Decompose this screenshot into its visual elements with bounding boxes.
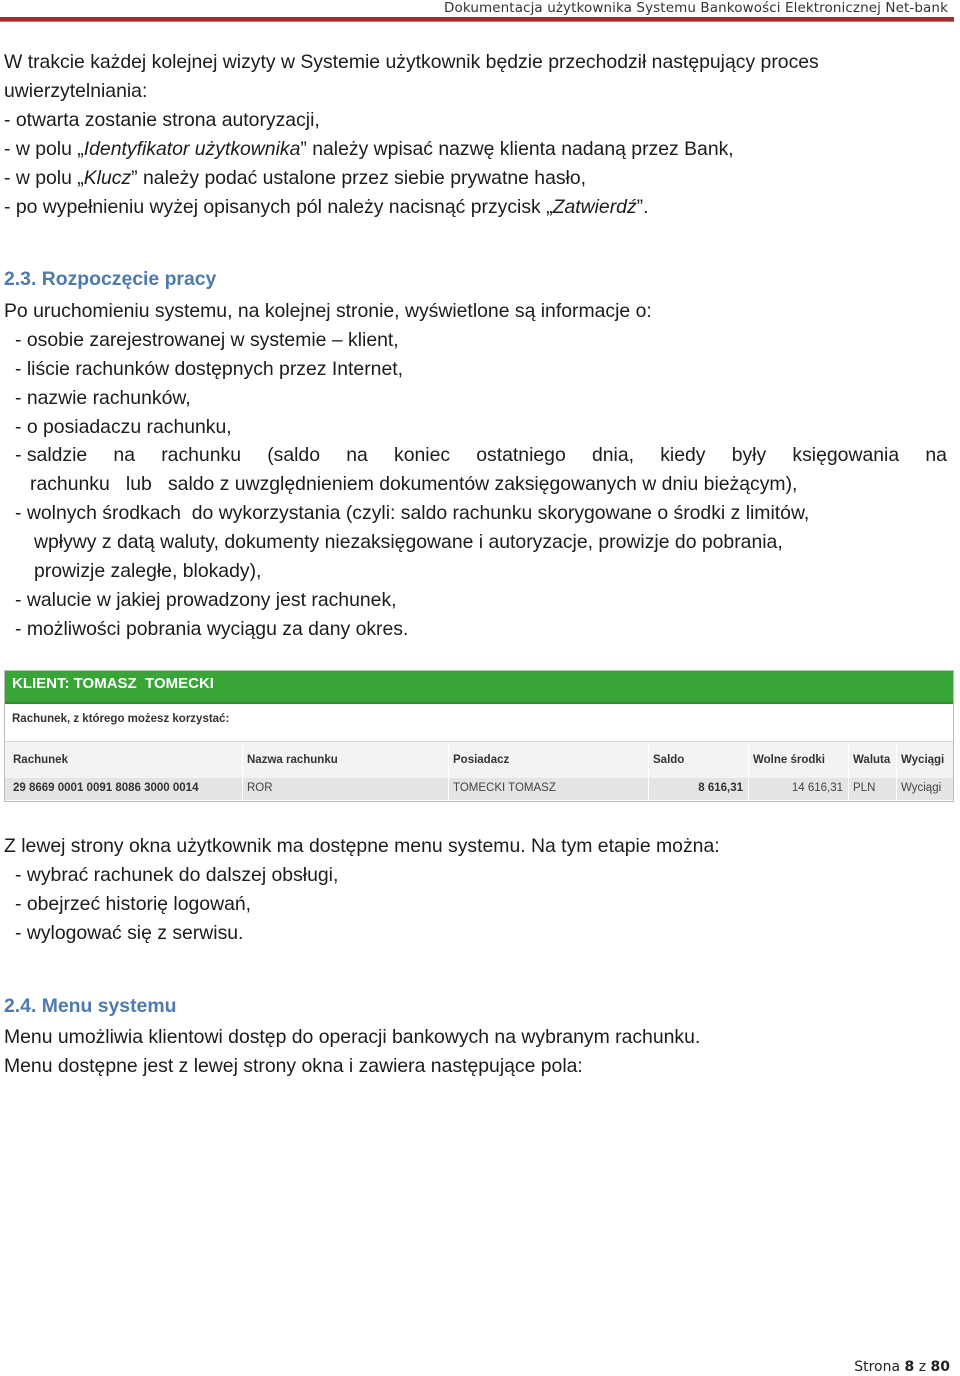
document-title: Dokumentacja użytkownika Systemu Bankowości Elektronicznej Net-bank [443, 0, 948, 16]
section-2-4-line-2: Menu dostępne jest z lewej strony okna i zawiera następujące pola: [4, 1055, 583, 1077]
word: księgowania [792, 444, 900, 466]
list-item: - liście rachunków dostępnych przez Internet, [15, 358, 404, 380]
section-2-3-lead: Po uruchomieniu systemu, na kolejnej stronie, wyświetlone są informacje o: [4, 300, 652, 322]
column-header: Posiadacz [453, 754, 510, 766]
word: na [113, 444, 135, 466]
word: na [346, 444, 368, 466]
list-item: - walucie w jakiej prowadzony jest rachunek, [15, 589, 397, 611]
account-wolne-srodki: 14 616,31 [791, 782, 843, 794]
client-bar [5, 671, 953, 704]
page-number [854, 1359, 950, 1375]
divider [748, 778, 749, 800]
list-item-wolne-cont: prowizje zaległe, blokady), [34, 560, 262, 582]
column-header: Wyciągi [901, 754, 945, 766]
word: koniec [394, 444, 451, 466]
column-header: Wolne środki [753, 754, 825, 766]
divider [848, 778, 849, 800]
table-row[interactable] [5, 778, 953, 800]
list-item: - obejrzeć historię logowań, [15, 893, 252, 915]
list-item-wolne-cont: wpływy z datą waluty, dokumenty niezaksięgowane i autoryzacje, prowizje do pobrania, [34, 531, 783, 553]
account-name: ROR [247, 782, 273, 794]
total-pages: 80 [930, 1359, 950, 1375]
divider [242, 778, 243, 800]
list-item-saldo [15, 441, 947, 470]
list-item: - możliwości pobrania wyciągu za dany okres. [15, 618, 409, 640]
word: ostatniego [476, 444, 566, 466]
section-heading-2-3: 2.3. Rozpoczęcie pracy [4, 268, 217, 290]
intro-line-4 [4, 135, 734, 164]
divider [448, 778, 449, 800]
section-2-4-line-1: Menu umożliwia klientowi dostęp do operacji bankowych na wybranym rachunku. [4, 1026, 701, 1048]
text: - w polu „ [4, 138, 84, 160]
account-owner: TOMECKI TOMASZ [453, 782, 556, 794]
page-header [0, 0, 960, 18]
client-label: KLIENT: TOMASZ TOMECKI [12, 675, 214, 692]
list-item: - wybrać rachunek do dalszej obsługi, [15, 864, 339, 886]
list-item: - wylogować się z serwisu. [15, 922, 244, 944]
list-item: - osobie zarejestrowanej w systemie – klient, [15, 329, 399, 351]
column-header: Waluta [853, 754, 891, 766]
divider [848, 742, 849, 779]
menu-lead: Z lewej strony okna użytkownik ma dostępne menu systemu. Na tym etapie można: [4, 835, 720, 857]
text: Strona [854, 1359, 905, 1375]
list-item: - nazwie rachunków, [15, 387, 191, 409]
word: były [731, 444, 767, 466]
list-item-saldo-cont: rachunku lub saldo z uwzględnieniem dokumentów zaksięgowanych w dniu bieżącym), [30, 473, 798, 495]
account-currency: PLN [853, 782, 876, 794]
intro-line-3: - otwarta zostanie strona autoryzacji, [4, 109, 320, 131]
word: kiedy [660, 444, 706, 466]
column-header: Nazwa rachunku [247, 754, 338, 766]
word: na [925, 444, 947, 466]
intro-line-6 [4, 193, 649, 222]
account-number[interactable]: 29 8669 0001 0091 8086 3000 0014 [13, 782, 199, 794]
column-header: Saldo [653, 754, 685, 766]
account-saldo: 8 616,31 [698, 782, 743, 794]
button-name-zatwierdz: Zatwierdź [552, 196, 637, 218]
list-item: - o posiadaczu rachunku, [15, 416, 232, 438]
divider [242, 742, 243, 779]
divider [896, 778, 897, 800]
field-name-klucz: Klucz [83, 167, 132, 189]
section-heading-2-4: 2.4. Menu systemu [4, 995, 177, 1017]
column-header: Rachunek [13, 754, 68, 766]
statements-link[interactable]: Wyciągi [901, 782, 942, 794]
divider [648, 742, 649, 779]
header-rule [0, 17, 954, 22]
accounts-subtitle: Rachunek, z którego możesz korzystać: [12, 713, 230, 725]
text: ”. [636, 196, 649, 218]
intro-line-5 [4, 164, 586, 193]
word: (saldo [267, 444, 321, 466]
field-name-identyfikator: Identyfikator użytkownika [83, 138, 301, 160]
word: - saldzie [15, 444, 88, 466]
word: rachunku [161, 444, 241, 466]
text: ” należy podać ustalone przez siebie prywatne hasło, [131, 167, 587, 189]
intro-line-2: uwierzytelniania: [4, 80, 148, 102]
accounts-screenshot [4, 670, 954, 802]
text: - w polu „ [4, 167, 84, 189]
intro-line-1: W trakcie każdej kolejnej wizyty w Systemie użytkownik będzie przechodził następujący proces [4, 51, 819, 73]
divider [896, 742, 897, 779]
text: - po wypełnieniu wyżej opisanych pól należy nacisnąć przycisk „ [4, 196, 553, 218]
text: ” należy wpisać nazwę klienta nadaną przez Bank, [300, 138, 734, 160]
divider [648, 778, 649, 800]
list-item-wolne: - wolnych środkach do wykorzystania (czyli: saldo rachunku skorygowane o środki z limitów, [15, 502, 810, 524]
divider [748, 742, 749, 779]
current-page: 8 [904, 1359, 915, 1375]
accounts-table-header [5, 741, 953, 779]
word: dnia, [591, 444, 635, 466]
divider [448, 742, 449, 779]
text: z [914, 1359, 931, 1375]
